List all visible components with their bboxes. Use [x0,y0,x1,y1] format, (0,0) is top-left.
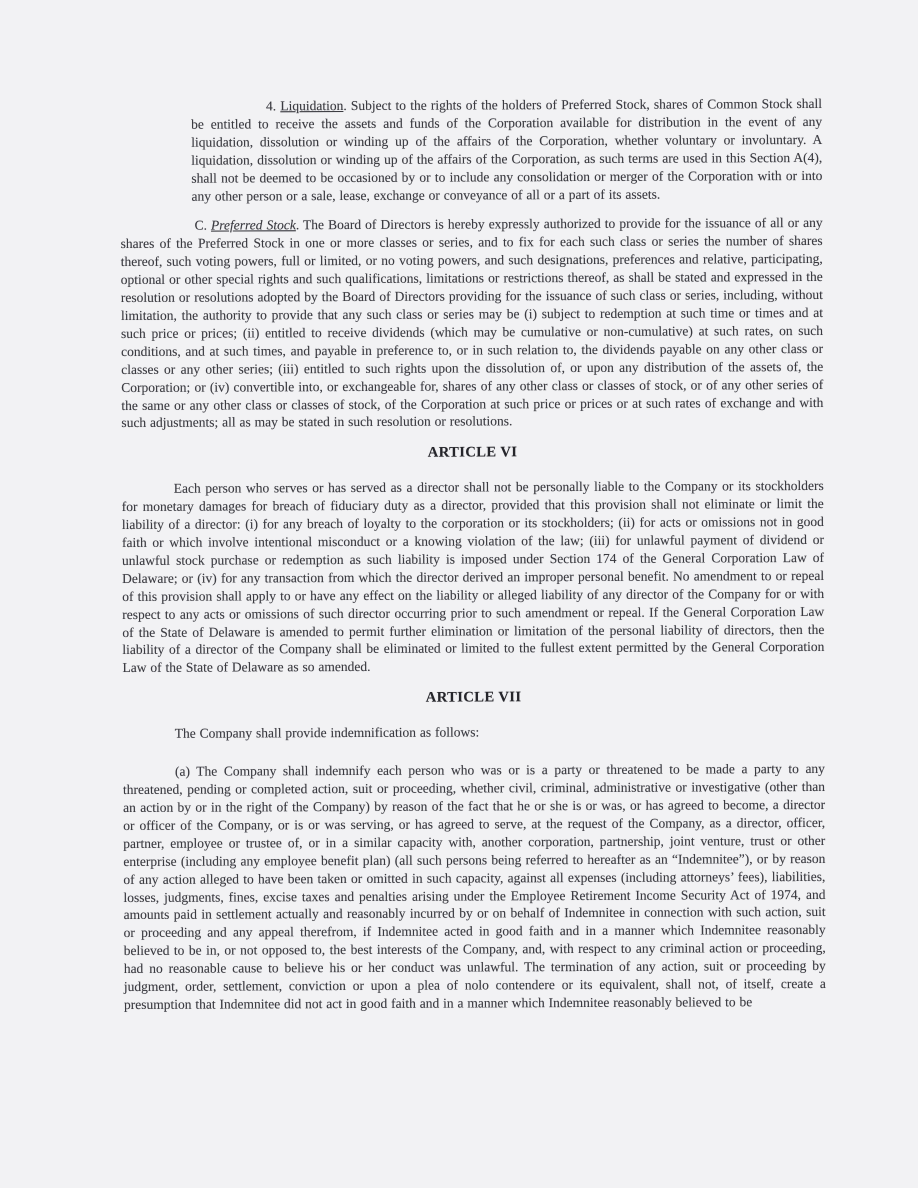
paragraph-article-vii-intro: The Company shall provide indemnification as follows: [174,724,480,742]
preferred-section-body: The Board of Directors is hereby expressly authorized to provide for the issuance of all or any shares of the Preferred Stock in one or more classes or series, and to fix for each such class or series the number of shares thereof, such voting powers, full or limited, or no voting powers, and such designations, preferences and relative, participating, optional or other special rights and such qualifications, limitations or restrictions thereof, as shall be stated and expressed in the resolution or resolutions adopted by the Board of Directors providing for the issuance of such class or series, including, without limitation, the authority to provide that any such class or series may be (i) subject to redemption at such time or times and at such price or prices; (ii) entitled to receive dividends (which may be cumulative or non-cumulative) at such rates, on such conditions, and at such times, and payable in preference to, or in such relation to, the dividends payable on any other class or classes or any other series; (iii) entitled to such rights upon the dissolution of, or upon any distribution of the assets of, the Corporation; or (iv) convertible into, or exchangeable for, shares of any other class or classes of stock, or of any other series of the same or any other class or classes of stock, of the Corporation at such price or prices or at such rates of exchange and with such adjustments; all as may be stated in such resolution or resolutions. [120,215,824,431]
liquidation-section-body: Subject to the rights of the holders of Preferred Stock, shares of Common Stock shall be entitled to receive the assets and funds of the Corporation available for distribution in the event of any liquidation, dissolution or winding up of the affairs of the Corporation, whether voluntary or involuntary. A liquidation, dissolution or winding up of the affairs of the Corporation, as such terms are used in this Section A(4), shall not be deemed to be occasioned by or to include any consolidation or merger of the Corporation with or into any other person or a sale, lease, exchange or conveyance of all or a part of its assets. [191,95,823,204]
preferred-section-letter: C. [194,218,212,234]
paragraph-article-vii-a: (a) The Company shall indemnify each person who was or is a party or threatened to be made a party to any threatened, pending or completed action, suit or proceeding, whether civil, criminal, administrative or investigative (other than an action by or in the right of the Company) by reason of the fact that he or she is or was, or has agreed to become, a director or officer of the Company, or is or was serving, or has agreed to serve, at the request of the Company, as a director, officer, partner, employee or trustee of, or in a similar capacity with, another corporation, partnership, joint venture, trust or other enterprise (including any employee benefit plan) (all such persons being referred to hereafter as an “Indemnitee”), or by reason of any action alleged to have been taken or omitted in such capacity, against all expenses (including attorneys’ fees), liabilities, losses, judgments, fines, excise taxes and penalties arising under the Employee Retirement Income Security Act of 1974, and amounts paid in settlement actually and reasonably incurred by or on behalf of Indemnitee in connection with such action, suit or proceeding and any appeal therefrom, if Indemnitee acted in good faith and in a manner which Indemnitee reasonably believed to be in, or not opposed to, the best interests of the Company, and, with respect to any criminal action or proceeding, had no reasonable cause to believe his or her conduct was unlawful. The termination of any action, suit or proceeding by judgment, order, settlement, conviction or upon a plea of nolo contendere or its equivalent, shall not, of itself, create a presumption that Indemnitee did not act in good faith and in a manner which Indemnitee reasonably believed to be [122,761,826,1012]
paragraph-preferred-stock [121,214,824,432]
preferred-section-title: Preferred Stock [210,217,296,234]
document-content [120,95,826,1023]
article-vi-heading: ARTICLE VI [427,444,518,461]
liquidation-section-title: Liquidation [280,98,344,114]
liquidation-section-number: 4. [266,98,281,114]
article-vii-heading: ARTICLE VII [425,689,522,706]
liquidation-title-separator: . [343,97,351,114]
paragraph-liquidation [191,95,822,205]
preferred-title-separator: . [295,217,304,233]
paragraph-article-vi-body: Each person who serves or has served as a director shall not be personally liable to the Company or its stockholders for monetary damages for breach of fiduciary duty as a director, provided that this provision shall not eliminate or limit the liability of a director: (i) for any breach of loyalty to the corporation or its stockholders; (ii) for acts or omissions not in good faith or which involve intentional misconduct or a knowing violation of the law; (iii) for unlawful payment of dividend or unlawful stock purchase or redemption as such liability is imposed under Section 174 of the General Corporation Law of Delaware; or (iv) for any transaction from which the director derived an improper personal benefit. No amendment to or repeal of this provision shall apply to or have any effect on the liability or alleged liability of any director of the Company for or with respect to any acts or omissions of such director occurring prior to such amendment or repeal. If the General Corporation Law of the State of Delaware is amended to permit further elimination or limitation of the personal liability of directors, then the liability of a director of the Company shall be eliminated or limited to the fullest extent permitted by the General Corporation Law of the State of Delaware as so amended. [121,478,825,676]
